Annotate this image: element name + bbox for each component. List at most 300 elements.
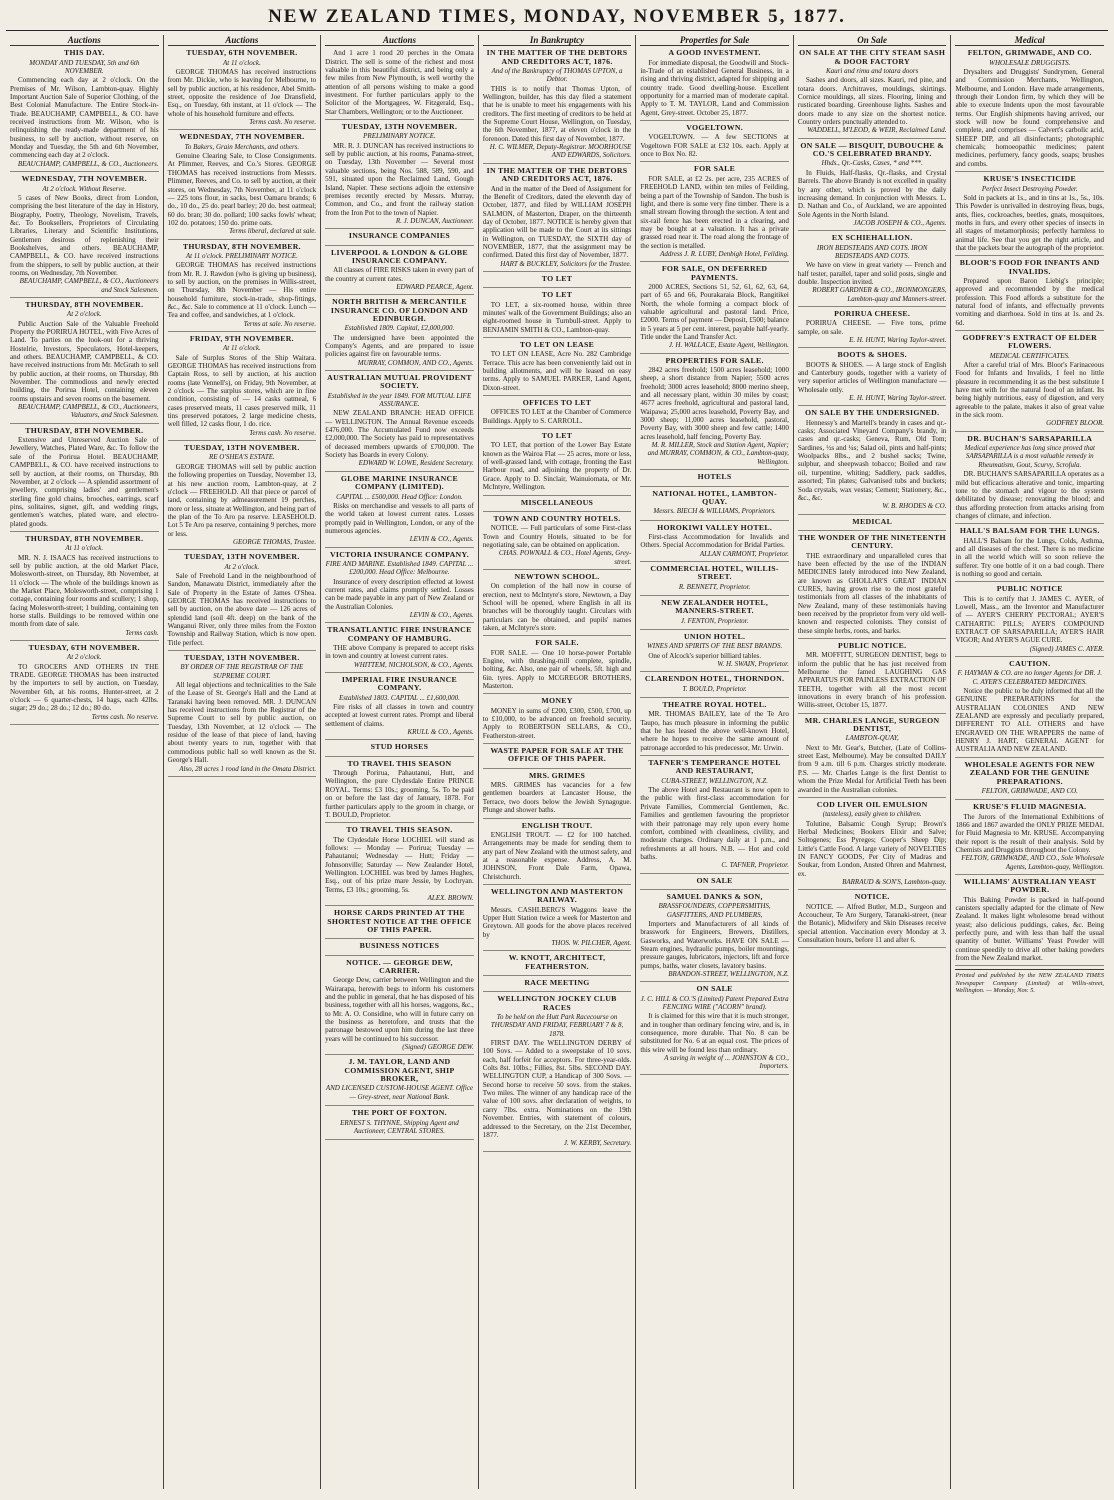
ad-body: The Jurors of the International Exhibitions of 1866 and 1867 awarded the ONLY PRIZE MEDAL for Fluid Magnesia to Mr. KRUSE. Accompanying their report is the result of their analysis. Sold by Chemists and Druggists throughout the Colony. bbox=[955, 812, 1105, 854]
ad-body: BOOTS & SHOES. — A large stock of English and Canterbury goods, together with a variety of very superior articles of Wellington manufacture — Wholesale only. bbox=[797, 360, 947, 394]
ad-body: Drysalters and Druggists' Sundrymen, General and Commission Merchants, Wellington, Melbourne, and London. Have made arrangements, through their London firm, by which they will be able to execute Indents upon the most favourable terms. Our English shipments having arrived, our stock will now be found comprehensive and complete, and comprises — Calvert's carbolic acid, SHEEP DIP, and all disinfectants; photographic chemicals; homoeopathic medicines; patent medicines, perfumery, fancy goods, soaps; brushes and combs. bbox=[955, 68, 1105, 168]
ad-body: Fire risks of all classes in town and country accepted at lowest current rates. Prompt and liberal settlement of claims. bbox=[325, 703, 474, 728]
ad-subtitle: CUBA-STREET, WELLINGTON, N.Z. bbox=[661, 776, 768, 785]
ad-title: COD LIVER OIL EMULSION bbox=[816, 799, 928, 809]
ad-subtitle: F. HAYMAN & CO. are no longer Agents for DR. J. C. AYER'S CELEBRATED MEDICINES. bbox=[957, 669, 1103, 686]
ad-title: TUESDAY, 13TH NOVEMBER. bbox=[184, 443, 300, 453]
advertisement bbox=[483, 772, 632, 819]
advertisement bbox=[640, 759, 789, 873]
advertisement bbox=[325, 1058, 474, 1106]
advertisement bbox=[325, 49, 474, 120]
advertisement bbox=[640, 893, 789, 982]
ad-signature: J. W. KERBY, Secretary. bbox=[563, 1139, 632, 1148]
ad-body: Importers and Manufacturers of all kinds of brasswork for Engineers, Brewers, Distillers, Gasworks, and Waterworks. HAVE ON SALE — Steam engines, hydraulic pumps, boiler mountings, pressure gauges, lubricators, injectors, lift and force pumps, baths, water closets, lavatory basins. bbox=[640, 919, 789, 970]
advertisement bbox=[640, 633, 789, 672]
advertisement bbox=[483, 954, 632, 976]
ad-title: TUESDAY, 13TH NOVEMBER. bbox=[341, 122, 458, 132]
advertisement bbox=[640, 675, 789, 698]
advertisement bbox=[798, 49, 947, 138]
ad-subtitle: Established 1803. CAPITAL ... £1,600,000. bbox=[339, 693, 460, 702]
advertisement bbox=[955, 334, 1104, 432]
advertisement bbox=[483, 979, 632, 992]
ad-title: THURSDAY, 8TH NOVEMBER. bbox=[182, 241, 301, 251]
ad-body: Sale of Surplus Stores of the Ship Waitara. GEORGE THOMAS has received instructions from Captain Ross, to sell by auction, at his auction rooms (late Vennell's), on Friday, 9th November, at 2 o'clock — The surplus stores, which are in fine condition, consisting of — 14 casks oatmeal, 6 cases preserved meats, 11 cases preserved milk, 11 tins preserved potatoes, 2 large medicine chests, well filled, 12 casks flour, 1 do. rice. bbox=[167, 353, 317, 429]
ad-subtitle: To be held on the Hutt Park Racecourse on THURSDAY AND FRIDAY, FEBRUARY 7 & 8, 1878. bbox=[490, 1013, 624, 1038]
ad-body: Risks on merchandise and vessels to all parts of the world taken at lowest current rates. Losses promptly paid in Wellington, London, or any of the numerous agencies. bbox=[325, 501, 474, 535]
advertisement bbox=[640, 701, 789, 756]
ad-body: NOTICE. — Full particulars of some First-class Town and Country Hotels, situated to be for negotiating sale, can be obtained on application. bbox=[482, 524, 632, 549]
ad-subtitle: At 2 o'clock. bbox=[224, 562, 260, 571]
ad-body: And 1 acre 1 rood 20 perches in the Omata District. The sell is some of the richest and most valuable in this beautiful district, and being only a few miles from New Plymouth, is well worthy the attention of all persons wishing to make a good investment. For further particulars apply to the Solicitor of the Mortgagees, W. Fitzgerald, Esq., Star Chambers, Wellington; or to the Auctioneer. bbox=[325, 49, 474, 116]
ad-title: TUESDAY, 13TH NOVEMBER. bbox=[184, 552, 300, 562]
ad-title: FOR SALE, ON DEFERRED PAYMENTS. bbox=[661, 264, 768, 282]
ad-signature: EDWARD PEARCE, Agent. bbox=[396, 282, 474, 291]
ad-signature: WADDELL, M'LEOD, & WEIR, Reclaimed Land. bbox=[807, 126, 947, 135]
ad-body: Extensive and Unreserved Auction Sale of Jewellery, Watches, Plated Ware, &c. To follow the sale of the Porirua Hotel. BEAUCHAMP, CAMPBELL, & CO. have received instructions to sell by auction, at their rooms, on Thursday, 8th November, at 2 o'clock — A splendid assortment of jewellery, comprising ladies' and gentlemen's sterling fine gold chains, brooches, earrings, scarf pins, solitaires, signet, gift, and wedding rings, gentlemen's watches, plated ware, and electro-plated goods. bbox=[10, 436, 159, 528]
ad-title: THURSDAY, 8TH NOVEMBER. bbox=[25, 425, 144, 435]
ad-body: For immediate disposal, the Goodwill and Stock-in-Trade of an established General Business, in a rising and thriving district, adapted for shipping and country trade. Good dwelling-house. Excellent opportunity for a married man of moderate capital. Apply to T. M. TAYLOR, Land and Commission Agent, Grey-street. October 25, 1877. bbox=[640, 58, 789, 117]
ad-subtitle: At 2 o'clock. bbox=[66, 310, 102, 319]
ad-subtitle: AND LICENSED CUSTOM-HOUSE AGENT. Office — Grey-street, near National Bank. bbox=[325, 1084, 474, 1101]
ad-signature: Terms liberal, declared at sale. bbox=[229, 227, 317, 236]
column-7 bbox=[950, 35, 1108, 1489]
ad-title: NATIONAL HOTEL, LAMBTON-QUAY. bbox=[652, 488, 777, 506]
advertisement bbox=[325, 959, 474, 1056]
advertisement bbox=[640, 490, 789, 521]
ad-signature: ALLAN CARMONT, Proprietor. bbox=[699, 549, 789, 558]
ad-body: FIRST DAY. The WELLINGTON DERBY of 100 Sovs. — Added to a sweepstake of 10 sovs. each, half forfeit for acceptors. For three-year-olds. Colts 8st. 10lbs.; Fillies, 8st. 5lbs. SECOND DAY. WELLINGTON CUP, a Handicap of 300 Sovs. — Second horse to receive 50 sovs. from the stakes. Two miles. The winner of any handicap race of the value of 100 sovs. after declaration of weights, to carry 7lbs. extra. Nominations on the 19th November. Entries, with statement of colours, addressed to the Secretary, on the 21st December, 1877. bbox=[482, 1039, 632, 1139]
advertisement bbox=[483, 747, 632, 769]
ad-title: HALL'S BALSAM FOR THE LUNGS. bbox=[959, 526, 1100, 536]
ad-title: SAMUEL DANKS & SON, bbox=[666, 891, 763, 901]
column-heading: On Sale bbox=[798, 36, 947, 46]
ad-body: Through Porirua, Pahautanui, Hutt, and Wellington, the pure Clydesdale Entire PRINCE ROYAL. Terms: £3 10s.; grooming, 5s. To be paid on or before the last day of January, 1878. For further particulars apply to the groom in charge, or T. BOULD, Proprietor. bbox=[325, 769, 474, 819]
advertisement bbox=[10, 49, 159, 172]
ad-title: GLOBE MARINE INSURANCE COMPANY (LIMITED). bbox=[340, 473, 458, 492]
ad-body: GEORGE THOMAS has received instructions from Mr. Dickie, who is leaving for Melbourne, to sell by public auction, at his residence, Abel Smith-street, opposite the residence of Joe Dransfield, Esq., on Tuesday, 6th instant, at 11 o'clock — The whole of his household furniture and effects. bbox=[167, 68, 317, 118]
ad-title: MISCELLANEOUS bbox=[520, 497, 594, 507]
ad-title: TUESDAY, 13TH NOVEMBER. bbox=[184, 653, 300, 663]
ad-body: TO LET ON LEASE, Acre No. 282 Cambridge Terrace. This acre has been conveniently laid out in building allotments, and will be leased on easy terms. Apply to SAMUEL PARKER, Land Agent, Dixon-street. bbox=[482, 350, 632, 392]
ad-subtitle: Established in the year 1849. FOR MUTUAL LIFE ASSURANCE. bbox=[327, 391, 472, 409]
ad-title: FOR SALE. bbox=[535, 638, 579, 648]
ad-signature: E. H. HUNT, Waring Taylor-street. bbox=[849, 336, 947, 344]
advertisement bbox=[10, 301, 159, 424]
ad-title: TO LET ON LEASE bbox=[519, 340, 595, 349]
ad-title: MR. CHARLES LANGE, SURGEON DENTIST, bbox=[804, 715, 940, 734]
ad-signature: Terms cash. No reserve. bbox=[91, 712, 159, 721]
ad-subtitle: WINES AND SPIRITS OF THE BEST BRANDS. bbox=[646, 642, 783, 651]
ad-title: A GOOD INVESTMENT. bbox=[668, 48, 761, 58]
advertisement bbox=[483, 291, 632, 338]
advertisement bbox=[798, 351, 947, 406]
ad-signature: GEORGE THOMAS, Trustee. bbox=[232, 537, 317, 546]
ad-title: WILLIAMS' AUSTRALIAN YEAST POWDER. bbox=[963, 876, 1096, 895]
ad-body: One of Alcock's superior billiard tables. bbox=[648, 651, 762, 660]
ad-body: First-class Accommodation for Invalids and Others. Special Accommodation for Bridal Parties. bbox=[640, 532, 789, 550]
ad-title: GODFREY'S EXTRACT OF ELDER FLOWERS. bbox=[962, 333, 1098, 351]
advertisement bbox=[798, 234, 947, 307]
ad-subtitle: IRON BEDSTEADS AND COTS. IRON BEDSTEADS AND COTS. bbox=[816, 243, 928, 260]
ad-signature: BEAUCHAMP, CAMPBELL, & CO., Auctioneers and Stock Salesmen. bbox=[19, 277, 159, 294]
advertisement bbox=[325, 743, 474, 756]
ad-signature: Terms cash. No reserve. bbox=[249, 118, 317, 127]
ad-title: TUESDAY, 6TH NOVEMBER. bbox=[186, 48, 298, 58]
ad-title: THE WONDER OF THE NINETEENTH CENTURY. bbox=[798, 532, 946, 551]
ad-body: TO GROCERS AND OTHERS IN THE TRADE. GEORGE THOMAS has been instructed by the importers to sell by auction, on Tuesday, November 6th, at his rooms, Hunter-street, at 2 o'clock — 6 quarter-chests, 14 bags, each 42lbs. sugar; 29 do.; 28 do.; 12 do.; 80 do. bbox=[10, 662, 159, 713]
ad-body: TO LET, a six-roomed house, within three minutes' walk of the Government Buildings; also an eight-roomed house in Turnbull-street. Apply to BENJAMIN SMITH & CO., Lambton-quay. bbox=[482, 300, 632, 334]
ad-subtitle: MEDICAL CERTIFICATES. bbox=[989, 351, 1070, 360]
ad-signature: C. TAFNER, Proprietor. bbox=[721, 861, 789, 870]
advertisement bbox=[483, 499, 632, 512]
ad-subtitle: CAPITAL ... £500,000. Head Office: London. bbox=[336, 492, 463, 501]
ad-title: STUD HORSES bbox=[370, 742, 429, 752]
ad-signature: (Signed) JAMES C. AYER. bbox=[1029, 644, 1105, 653]
advertisement bbox=[640, 524, 789, 562]
ad-body: DR. BUCHAN'S SARSAPARILLA operates as a mild but efficacious alterative and tonic, imparting tone to the stomach and vigour to the system debilitated by disease; renovating the blood; and thus affording protection from attacks arising from changes of climate, and infection. bbox=[955, 470, 1105, 520]
advertisement bbox=[955, 527, 1104, 582]
advertisement bbox=[483, 49, 632, 163]
ad-signature: JACOB JOSEPH & CO., Agents. bbox=[853, 218, 947, 227]
ad-signature: E. H. HUNT, Waring Taylor-street. bbox=[849, 394, 947, 403]
ad-body: Sold in packets at 1s., and in tins at 1s., 5s., 10s. This Powder is unrivalled in destroying fleas, bugs, ants, flies, cockroaches, beetles, gnats, mosquitoes, moths in furs, and every other species of insects in all stages of metamorphosis; perfectly harmless to animal life. See that you get the right article, and that the packets bear the autograph of the proprietor. bbox=[955, 193, 1105, 252]
advertisement bbox=[798, 310, 947, 348]
ad-body: Public Auction Sale of the Valuable Freehold Property the PORIRUA HOTEL, with Five Acres of Land. To parties on the look-out for a thriving Hostelrie, Investors, Speculators, Hotel-keepers, and others. BEAUCHAMP, CAMPBELL, & CO. have received instructions from Mr. McGrath to sell by public auction, at their rooms, on Thursday, 8th November. The commodious and newly erected building, the Porirua Hotel, containing eleven rooms upstairs and seven rooms on the basement. bbox=[10, 319, 159, 403]
ad-title: WHOLESALE AGENTS FOR NEW ZEALAND FOR THE GENUINE PREPARATIONS. bbox=[964, 759, 1095, 786]
ad-subtitle: And of the Bankruptcy of THOMAS UPTON, a Debtor. bbox=[491, 67, 623, 84]
ad-subtitle: (tasteless), easily given to children. bbox=[822, 810, 922, 819]
advertisement bbox=[640, 565, 789, 596]
ad-title: ON SALE bbox=[696, 875, 733, 885]
advertisement bbox=[168, 444, 317, 550]
column-heading: Auctions bbox=[10, 36, 159, 46]
ad-body: MR. R. J. DUNCAN has received instructions to sell by public auction, at his rooms, Panama-street, on Tuesday, 13th November — Several most valuable sections, being Nos. 588, 589, 590, and 591, situated upon the Reclaimed Land, Gough Island, Napier. These sections adjoin the extensive premises recently erected by Messrs. Murray, Common, and Co., and front the railway station from the Iron Pot to the town of Napier. bbox=[325, 141, 474, 217]
ad-subtitle: Hhds., Qr.-Casks, Cases, * and ***. bbox=[821, 159, 923, 168]
ad-signature: CHAS. POWNALL & CO., Hotel Agents, Grey-street. bbox=[498, 549, 632, 566]
ad-title: IN THE MATTER OF THE DEBTORS AND CREDITORS ACT, 1876. bbox=[486, 165, 628, 184]
ad-body: It is claimed for this wire that it is much stronger, and in tougher than ordinary fencing wire, and is, in consequence, more durable. That No. 8 can be substituted for No. 6 at an equal cost. The prices of this wire will be found less than ordinary. bbox=[640, 1012, 789, 1054]
ad-signature: KRULL & CO., Agents. bbox=[407, 728, 474, 737]
ad-title: MONEY bbox=[541, 696, 573, 706]
ad-title: TO TRAVEL THIS SEASON bbox=[347, 758, 452, 768]
ad-subtitle: RE O'SHEA'S ESTATE. bbox=[208, 453, 275, 462]
ad-title: HOROKIWI VALLEY HOTEL. bbox=[657, 522, 773, 532]
ad-body: 2000 ACRES, Sections 51, 52, 61, 62, 63, 64, part of 65 and 66, Pourakaraia Block, Rangitikei North, the whole forming a compact block of valuable agricultural and pastoral land. Price, £2000. Terms of payment — Deposit, £500; balance in 5 years at 5 per cent. interest, payable half-yearly. Title under the Land Transfer Act. bbox=[640, 282, 789, 341]
ad-body: PORIRUA CHEESE. — Five tons, prime sample, on sale. bbox=[797, 319, 947, 336]
advertisement bbox=[798, 409, 947, 514]
ad-title: WELLINGTON JOCKEY CLUB RACES bbox=[497, 994, 617, 1012]
ad-body: This Baking Powder is packed in half-pound canisters specially adapted for the climate of New Zealand. It makes light wholesome bread without yeast; also delicious puddings, cakes, &c. Being perfectly pure, and with less than half the usual quantity of butter. Williams' Yeast Powder will continue speedily to drive all other baking powders from the New Zealand market. bbox=[955, 895, 1105, 963]
column-4 bbox=[478, 35, 636, 1489]
ad-subtitle: FELTON, GRIMWADE, AND CO. bbox=[981, 786, 1078, 795]
ad-signature: WHITTEM, NICHOLSON, & CO., Agents. bbox=[353, 660, 474, 669]
ad-title: WELLINGTON AND MASTERTON RAILWAY. bbox=[490, 886, 624, 905]
column-heading: Auctions bbox=[168, 36, 317, 46]
ad-subtitle: At 11 o'clock. bbox=[65, 544, 104, 553]
ad-title: VICTORIA INSURANCE COMPANY. bbox=[329, 549, 469, 559]
ad-subtitle: At 11 o'clock. PRELIMINARY NOTICE. bbox=[185, 251, 298, 260]
ad-body: Sashes and doors, all sizes. Kauri, red pine, and totara doors. Architraves, mouldings, skirtings. Cornice mouldings, all sizes. Flooring, lining and rusticated boarding. Greenhouse lights. Sashes and doors made to any size on the shortest notice. Country orders punctually attended to. bbox=[797, 76, 947, 127]
advertisement bbox=[640, 265, 789, 353]
ad-body: THE above Company is prepared to accept risks in town and country at lowest current rates. bbox=[325, 644, 474, 661]
advertisement bbox=[798, 801, 947, 890]
column-heading: Auctions bbox=[325, 36, 474, 46]
advertisement bbox=[168, 553, 317, 651]
advertisement bbox=[168, 133, 317, 239]
ad-body: THE extraordinary and unparalleled cures that have been effected by the use of the INDIAN MEDICINES lately introduced into New Zealand, are known as GHOLLAR'S GREAT INDIAN CURES, having grown rise to the most grateful testimonials from all classes of the inhabitants of New Zealand, many of these testimonials having been received by the proprietor from very old well-known and respected colonists. They consist of these simple herbs, roots, and barks. bbox=[797, 551, 947, 635]
column-3 bbox=[320, 35, 478, 1489]
ad-body: GEORGE THOMAS will sell by public auction the following properties on Tuesday, November 13, at his new auction room, Lambton-quay, at 2 o'clock — FREEHOLD. All that piece or parcel of land, containing by admeasurement 19 perches, more or less, situate at Wellington, and being part of the plan of the To Aro pa reserve. LEASEHOLD. Lot 5 Te Aro pa reserve, containing 9 perches, more or less. bbox=[167, 462, 317, 538]
column-1 bbox=[6, 35, 163, 1489]
ad-body: 5 cases of New Books, direct from London, comprising the best literature of the day in History, Biography, Poetry, Theology, Novelism, Travels, &c. To Booksellers, Proprietors of Circulating Libraries, Literary and Scientific Institutions, Gentlemen desirous of replenishing their Bookshelves, and others. BEAUCHAMP, CAMPBELL, & CO. have received instructions from the shippers, to sell by public auction, at their rooms, on Wednesday, 7th November. bbox=[10, 193, 159, 277]
ad-title: BOOTS & SHOES. bbox=[837, 350, 907, 360]
advertisement bbox=[640, 599, 789, 630]
ad-title: MRS. GRIMES bbox=[528, 770, 586, 780]
ad-title: OFFICES TO LET bbox=[522, 398, 592, 408]
ad-title: TRANSATLANTIC FIRE INSURANCE COMPANY OF HAMBURG. bbox=[327, 625, 472, 643]
advertisement bbox=[325, 551, 474, 624]
advertisement bbox=[483, 515, 632, 570]
ad-title: PROPERTIES FOR SALE. bbox=[665, 355, 764, 365]
advertisement bbox=[955, 585, 1104, 657]
ad-title: THEATRE ROYAL HOTEL. bbox=[662, 700, 767, 710]
ad-subtitle: At 11 o'clock. bbox=[223, 344, 261, 353]
ad-signature: HART & BUCKLEY, Solicitors for the Trustee. bbox=[500, 259, 632, 268]
ad-subtitle: Messrs. BIECH & WILLIAMS, Proprietors. bbox=[653, 507, 776, 516]
ad-body: After a careful trial of Mrs. Bloor's Farinaceous Food for Infants and Invalids, I feel no little pleasure in recommending it as the best substitute I have met with for the natural food of an infant. Its being highly nutritious, easy of digestion, and very agreeable to the palate, makes it also of great value in the sick room. bbox=[955, 361, 1105, 420]
advertisement bbox=[483, 432, 632, 495]
ad-body: Next to Mr. Gear's, Butcher, (Late of Collins-street East, Melbourne). May be consulted DAILY from 9 a.m. till 6 p.m. Charges strictly moderate. P.S. — Mr. Charles Lange is the first Dentist to whom the Prize Medal for Artificial Teeth has been awarded in the Australian colonies. bbox=[797, 743, 947, 794]
ad-signature: (Signed) GEORGE DEW. bbox=[402, 1043, 474, 1052]
advertisement bbox=[168, 49, 317, 130]
advertisement bbox=[325, 826, 474, 906]
ad-subtitle: LAMBTON-QUAY, bbox=[845, 734, 899, 743]
ad-signature: LEVIN & CO., Agents. bbox=[409, 535, 474, 544]
ad-signature: ROBERT GARDNER & CO., IRONMONGERS, Lambton-quay and Manners-street. bbox=[812, 286, 947, 303]
ad-signature: BRANDON-STREET, WELLINGTON, N.Z. bbox=[668, 970, 789, 978]
advertisement bbox=[325, 760, 474, 823]
ad-title: MEDICAL bbox=[852, 516, 893, 526]
advertisement bbox=[10, 427, 159, 532]
column-heading: Properties for Sale bbox=[640, 36, 789, 46]
ad-body: ENGLISH TROUT. — £2 for 100 hatched. Arrangements may be made for sending them to any part of New Zealand with the utmost safety, and at a reasonable expense. Address, A. M. JOHNSON, Front Dale Farm, Opawa, Christchurch. bbox=[482, 830, 632, 881]
ad-title: J. M. TAYLOR, LAND AND COMMISSION AGENT, SHIP BROKER, bbox=[344, 1057, 455, 1084]
ad-title: THE PORT OF FOXTON. bbox=[351, 1108, 447, 1118]
ad-body: TO LET, that portion of the Lower Bay Estate known as the Wairoa Flat — 25 acres, more or less, of well-grassed land, with cottage, fronting the East Harbour road, and adjoining the property of Dr. Grace. Apply to D. Sinclair, Wainuiomata, or Mr. McIntyre, Wellington. bbox=[482, 441, 632, 492]
ad-title: BLOOR'S FOOD FOR INFANTS AND INVALIDS. bbox=[959, 258, 1100, 276]
ad-signature: LEVIN & CO., Agents. bbox=[409, 610, 474, 619]
ad-body: On completion of the hall now in course of erection, next to McIntyre's store, Newtown, a Day School will be opened, where English in all its branches will be thoroughly taught. Circulars with particulars can be obtained, and pupils' names taken, at McIntyre's store. bbox=[482, 582, 632, 632]
ad-body: MRS. GRIMES has vacancies for a few gentlemen boarders at Lancaster House, the Terrace, two doors below the Jewish Synagogue. Plunge and shower baths. bbox=[482, 781, 632, 815]
ad-title: EX SCHIEHALLION. bbox=[831, 233, 913, 243]
ad-title: KRUSE'S INSECTICIDE bbox=[983, 174, 1077, 184]
advertisement bbox=[325, 232, 474, 245]
advertisement bbox=[640, 357, 789, 470]
ad-body: The undersigned have been appointed the Company's Agents, and are prepared to issue policies against fire on favourable terms. bbox=[325, 333, 474, 359]
ad-body: 2842 acres freehold; 1500 acres leasehold; 1000 sheep, a short distance from Napier; 5500 acres freehold; 3000 acres leasehold; 8000 merino sheep, and all necessary plant, within 30 miles by coast; 4677 acres freehold, agricultural and pastoral land, Waipawa; 25,000 acres leasehold, Poverty Bay, and 3000 sheep; 11,000 acres leasehold, pastoral, Poverty Bay, with 3000 sheep and few cattle; 1400 acres leasehold, half fencing, Poverty Bay. bbox=[640, 366, 789, 441]
ad-title: WEDNESDAY, 7TH NOVEMBER. bbox=[21, 174, 147, 184]
ad-title: TO LET bbox=[541, 290, 573, 300]
ad-body: Commencing each day at 2 o'clock. On the Premises of Mr. Wilson, Lambton-quay. Highly Important Auction Sale of Superior Clothing, of the Best Colonial Manufacture. The Entire Stock-in-Trade. BEAUCHAMP, CAMPBELL, & CO. have received instructions from Mr. Wilson, who is relinquishing the ready-made department of his business, to sell by auction, without reserve, on Monday and Tuesday, the 5th and 6th November, commencing each day at 2 o'clock. bbox=[10, 76, 159, 160]
ad-subtitle: BRASSFOUNDERS, COPPERSMITHS, GASFITTERS, AND PLUMBERS, bbox=[658, 902, 771, 919]
advertisement bbox=[955, 435, 1104, 524]
ad-body: THIS is to notify that Thomas Upton, of Wellington, builder, has this day filed a statement that he is unable to meet his engagements with his creditors. The first meeting of creditors to be held at the Supreme Court House, Wellington, on Tuesday, the 6th November, 1877, at eleven o'clock in the forenoon. Dated this first day of November, 1877. bbox=[482, 84, 632, 143]
ad-body: In Fluids, Half-flasks, Qr.-flasks, and Crystal Barrels. The above Brandy is not excelled in quality by any other, which is proved by the daily increasing demand. In conjunction with Messrs. L. D. Nathan and Co., of Auckland, we are appointed Sole Agents in the North Island. bbox=[797, 168, 947, 219]
column-5 bbox=[635, 35, 793, 1489]
ad-title: TO TRAVEL THIS SEASON. bbox=[346, 825, 453, 835]
ad-title: ON SALE — BISQUIT, DUBOUCHE & CO.'S CELEBRATED BRANDY. bbox=[800, 140, 945, 159]
ad-title: AUSTRALIAN MUTUAL PROVIDENT SOCIETY. bbox=[327, 373, 472, 391]
ad-title: HOTELS bbox=[697, 472, 732, 482]
advertisement bbox=[483, 995, 632, 1151]
ad-title: ON SALE AT THE CITY STEAM SASH & DOOR FACTORY bbox=[799, 48, 946, 66]
column-6 bbox=[793, 35, 951, 1489]
ad-title: BUSINESS NOTICES bbox=[359, 941, 440, 951]
ad-title: ON SALE BY THE UNDERSIGNED. bbox=[804, 408, 940, 418]
ad-signature: Terms cash. No reserve. bbox=[249, 428, 317, 437]
masthead: NEW ZEALAND TIMES, MONDAY, NOVEMBER 5, 1877. bbox=[6, 4, 1108, 31]
ad-body: Hennessy's and Martell's brandy in cases and qr.-casks; Associated Vineyard Company's brandy, in cases and qr.-casks; Geneva, Rum, Old Tom; Sardines, ½s and ¼s; Salad oil, pints and half-pints; Woolpacks 8lbs., and 2 bushel sacks; Twine, sulphur, and sheepwash tobacco; Boiled and raw oil, turpentine, whiting; Saddlery, pack saddles, assorted; Tin plates; Galvanised tubs and buckets; Soda crystals, wax vestas; Cement; Stationery, &c., &c., &c. bbox=[797, 418, 947, 502]
ad-signature: W. H. SWAIN, Proprietor. bbox=[717, 660, 789, 668]
ad-subtitle: J. C. HILL & CO.'S (Limited) Patent Prepared Extra FENCING WIRE ("ACORN" brand). bbox=[640, 994, 789, 1012]
ad-signature: ALEX. BROWN. bbox=[427, 893, 474, 902]
ad-subtitle: ERNEST S. THYNNE, Shipping Agent and Auctioneer, CENTRAL STORES. bbox=[340, 1118, 459, 1135]
ad-body: MR. MOFFITT, SURGEON DENTIST, begs to inform the public that he has just received from Melbourne the famed LAUGHING GAS APPARATUS FOR PAINLESS EXTRACTION OF TEETH, together with all the most recent innovations in every branch of his profession. Willis-street, October 15, 1877. bbox=[797, 651, 947, 710]
column-heading: In Bankruptcy bbox=[483, 36, 632, 46]
ad-signature: MURRAY, COMMON, AND CO., Agents. bbox=[357, 358, 474, 367]
ad-title: FOR SALE bbox=[694, 164, 736, 174]
advertisement bbox=[10, 644, 159, 725]
ad-title: THURSDAY, 8TH NOVEMBER. bbox=[25, 533, 144, 543]
advertisement bbox=[640, 473, 789, 486]
ad-title: WEDNESDAY, 7TH NOVEMBER. bbox=[179, 132, 305, 142]
ad-signature: A saving in weight of ... JOHNSTON & CO., Importers. bbox=[664, 1054, 789, 1071]
advertisement bbox=[483, 697, 632, 744]
ad-subtitle: FIRE AND MARINE. Established 1849. CAPITAL ... £200,000. Head Office: Melbourne. bbox=[325, 559, 474, 577]
ad-subtitle: To Bakers, Grain Merchants, and others. bbox=[184, 142, 300, 151]
advertisement bbox=[10, 535, 159, 641]
ad-title: TAFNER'S TEMPERANCE HOTEL AND RESTAURANT, bbox=[648, 758, 781, 776]
advertisement bbox=[325, 249, 474, 296]
advertisement bbox=[955, 761, 1104, 800]
ad-body: NOTICE. — Alfred Butler, M.D., Surgeon and Accoucheur, Te Aro Surgery, Taranaki-street, (near the Botanic), Midwifery and Skin Diseases receive special attention. Vaccination every Monday at 3. Consultation hours, before 11 and after 6. bbox=[797, 902, 947, 944]
advertisement bbox=[955, 259, 1104, 331]
ad-subtitle: WHOLESALE DRUGGISTS. bbox=[989, 58, 1071, 67]
ad-title: HORSE CARDS PRINTED AT THE SHORTEST NOTICE AT THE OFFICE OF THIS PAPER. bbox=[327, 908, 472, 934]
ad-body: Insurance of every description effected at lowest current rates, and claims promptly settled. Losses can be made payable in any part of New Zealand or the Australian Colonies. bbox=[325, 577, 474, 611]
advertisement bbox=[798, 642, 947, 714]
ad-signature: Also, 28 acres 1 rood land in the Omata District. bbox=[179, 764, 317, 773]
advertisement bbox=[483, 573, 632, 636]
ad-body: VOGELTOWN. — A few SECTIONS at Vogeltown FOR SALE at £32 10s. each. Apply at once to Box No. 82. bbox=[640, 133, 789, 159]
imprint: Printed and published by the NEW ZEALAND TIMES Newspaper Company (Limited) at Willis-street, Wellington. — Monday, Nov. 5. bbox=[955, 969, 1104, 994]
ad-body: Messrs. CASHLBERG'S Waggons leave the Upper Hutt Station twice a week for Masterton and Greytown. All goods for the above places received by bbox=[482, 905, 632, 939]
ad-title: CLARENDON HOTEL, THORNDON. bbox=[644, 674, 785, 684]
advertisement bbox=[168, 654, 317, 777]
ad-title: IN THE MATTER OF THE DEBTORS AND CREDITORS ACT, 1876. bbox=[486, 48, 628, 66]
ad-body: NEW ZEALAND BRANCH: HEAD OFFICE — WELLINGTON. The Annual Revenue exceeds £476,000. The Accumulated Fund now exceeds £2,000,000. The Society has paid to representatives of deceased members upwards of £700,000. The Society has Boards in every Colony. bbox=[325, 409, 474, 460]
ad-title: DR. BUCHAN'S SARSAPARILLA bbox=[967, 433, 1093, 443]
ad-signature: Address J. R. LUBY, Denbigh Hotel, Feilding. bbox=[660, 249, 789, 258]
advertisement bbox=[325, 475, 474, 548]
ad-subtitle: Perfect Insect Destroying Powder. bbox=[981, 184, 1078, 193]
ad-signature: W. B. RHODES & CO. bbox=[882, 502, 947, 511]
advertisement bbox=[640, 165, 789, 262]
advertisement bbox=[483, 822, 632, 885]
advertisement bbox=[10, 175, 159, 298]
ad-title: UNION HOTEL. bbox=[683, 631, 746, 641]
advertisement bbox=[798, 893, 947, 948]
ad-body: MR. THOMAS BAILEY, late of the Te Aro Taupo, has much pleasure in informing the public that he has leased the above well-known Hotel, where he hopes to receive the same amount of patronage accorded to his predecessor, Mr. Urwin. bbox=[640, 710, 789, 752]
advertisement bbox=[955, 175, 1104, 256]
ad-title: KRUSE'S FLUID MAGNESIA. bbox=[973, 802, 1087, 812]
ad-title: WASTE PAPER FOR SALE AT THE OFFICE OF THIS PAPER. bbox=[490, 746, 624, 764]
ad-subtitle: PRELIMINARY NOTICE. bbox=[363, 132, 436, 141]
advertisement bbox=[168, 335, 317, 441]
ad-signature: GODFREY BLOOR. bbox=[1046, 419, 1105, 428]
advertisement bbox=[955, 49, 1104, 172]
advertisement bbox=[798, 717, 947, 798]
ad-body: All classes of FIRE RISKS taken in every part of the country at current rates. bbox=[325, 266, 474, 283]
ad-body: The Clydesdale Horse LOCHIEL will stand as follows: — Monday — Porirua; Tuesday — Pahautanui; Wednesday — Hutt; Friday — Johnsonville; Saturday — New Zealander Hotel, Wellington. LOCHIEL was bred by James Hughes, Esq., out of his prize mare Jessie, by Lochryan. Terms, £3 10s.; grooming, 5s. bbox=[325, 835, 474, 894]
ad-body: Notice the public to be duly informed that all the GENUINE PREPARATIONS for the AUSTRALIAN COLONIES AND NEW ZEALAND are expressly and peculiarly prepared, DIFFERENT TO ALL OTHERS and have ENGRAVED ON THE WRAPPERS the name of HENRY J. HART, GENERAL AGENT for AUSTRALIA AND NEW ZEALAND. bbox=[955, 687, 1105, 754]
ad-signature: THOS. W. PILCHER, Agent. bbox=[551, 938, 632, 947]
ad-subtitle: T. BOULD, Proprietor. bbox=[682, 684, 747, 693]
advertisement bbox=[798, 142, 947, 231]
ad-title: RACE MEETING bbox=[524, 978, 590, 987]
ad-subtitle: At 11 o'clock. bbox=[223, 58, 261, 67]
ad-title: THIS DAY. bbox=[63, 48, 105, 58]
ad-title: PORIRUA CHEESE. bbox=[834, 308, 911, 318]
ad-title: LIVERPOOL & LONDON & GLOBE INSURANCE COMPANY. bbox=[330, 247, 468, 265]
ad-title: NOTICE. — GEORGE DEW, CARRIER. bbox=[346, 957, 453, 975]
ad-title: VOGELTOWN. bbox=[686, 123, 743, 133]
ad-title: NORTH BRITISH & MERCANTILE INSURANCE CO. OF LONDON AND EDINBURGH. bbox=[330, 297, 468, 323]
ad-title: NEWTOWN SCHOOL. bbox=[514, 571, 600, 581]
ad-body: Sale of Freehold Land in the neighbourhood of Sandon, Manawatu District, immediately after the Sale of Property in the Estate of James O'Shea. GEORGE THOMAS has received instructions to sell by auction, on the above date — 126 acres of splendid land (soil 4ft. deep) on the bank of the Wanganui River, only three miles from the Foxton Township and Railway Station, which is now open. Title perfect. bbox=[167, 571, 317, 647]
ad-signature: M. R. MILLER, Stock and Station Agent, Napier; and MURRAY, COMMON, & CO., Lambton-quay, Wellington. bbox=[647, 441, 789, 466]
ad-title: TO LET bbox=[541, 431, 573, 441]
ad-signature: BEAUCHAMP, CAMPBELL, & CO., Auctioneers. bbox=[17, 159, 159, 168]
advertisement bbox=[325, 626, 474, 673]
advertisement bbox=[325, 123, 474, 229]
ad-title: NEW ZEALANDER HOTEL, MANNERS-STREET. bbox=[661, 597, 769, 616]
ad-title: PUBLIC NOTICE bbox=[996, 584, 1063, 594]
column-heading: Medical bbox=[955, 36, 1104, 46]
advertisement bbox=[325, 909, 474, 939]
advertisement bbox=[798, 534, 947, 639]
advertisement bbox=[483, 167, 632, 272]
ad-signature: Terms cash. bbox=[125, 628, 159, 637]
advertisement bbox=[955, 878, 1104, 966]
ad-title: TOWN AND COUNTRY HOTELS. bbox=[493, 513, 621, 523]
columns-container bbox=[6, 35, 1108, 1489]
advertisement bbox=[483, 639, 632, 694]
ad-subtitle: MONDAY AND TUESDAY, 5th and 6th NOVEMBER. bbox=[29, 58, 140, 76]
ad-subtitle: Kauri and rimu and totara doors bbox=[825, 67, 919, 76]
ad-body: The above Hotel and Restaurant is now open to the public with first-class accommodation for Private Families, Commercial Gentlemen, &c. Families and gentlemen favouring the proprietor with their patronage may rely upon every home comfort, combined with cleanliness, civility, and moderate charges. Ordinary daily at 1 p.m., and refreshments at all hours. N.B. — Hot and cold baths. bbox=[640, 786, 789, 861]
ad-body: And in the matter of the Deed of Assignment for the Benefit of Creditors, dated the eleventh day of October, 1877, and filed by WILLIAM JOSEPH SALMON, of Masterton, Draper, on the thirteenth day of October, 1877. NOTICE is hereby given that application will be made to the Court at its sittings in Wellington, on TUESDAY, the SIXTH day of NOVEMBER, 1877, that the assignment may be confirmed. Dated this first day of November, 1877. bbox=[482, 184, 632, 260]
ad-body: Genuine Clearing Sale, to Close Consignments. At Plimmer, Reeves, and Co.'s Stores. GEORGE THOMAS has received instructions from Messrs. Plimmer, Reeves, and Co. to sell by auction, at their stores, on Wednesday, 7th November, at 11 o'clock — 225 tons flour, in sacks, best Oamaru brands; 6 do., 10 do., 25 do. pearl barley; 20 do. best oatmeal; 60 do. bran; 30 do. pollard; 100 sacks fowls' wheat; 102 do. potatoes; 150 do. prime oats. bbox=[167, 152, 317, 227]
ad-body: All legal objections and technicalities to the Sale of the Lease of St. George's Hall and the Land at Taranaki having been removed. MR. J. DUNCAN has received instructions from the Registrar of the Supreme Court to sell by public auction, on Tuesday, 13th November, at 12 o'clock — The residue of the lease of that piece of land, having about twenty years to run, together with that commodious public hall so well known as the St. George's Hall. bbox=[167, 681, 317, 765]
ad-signature: BEAUCHAMP, CAMPBELL, & CO., Auctioneers, Valuators, and Stock Salesmen. bbox=[17, 403, 159, 420]
ad-title: NOTICE. bbox=[854, 892, 890, 902]
ad-title: W. KNOTT, ARCHITECT, FEATHERSTON. bbox=[508, 953, 606, 971]
advertisement bbox=[483, 888, 632, 951]
advertisement bbox=[640, 985, 789, 1074]
ad-title: FELTON, GRIMWADE, AND CO. bbox=[967, 48, 1092, 58]
ad-title: INSURANCE COMPANIES bbox=[348, 231, 450, 241]
